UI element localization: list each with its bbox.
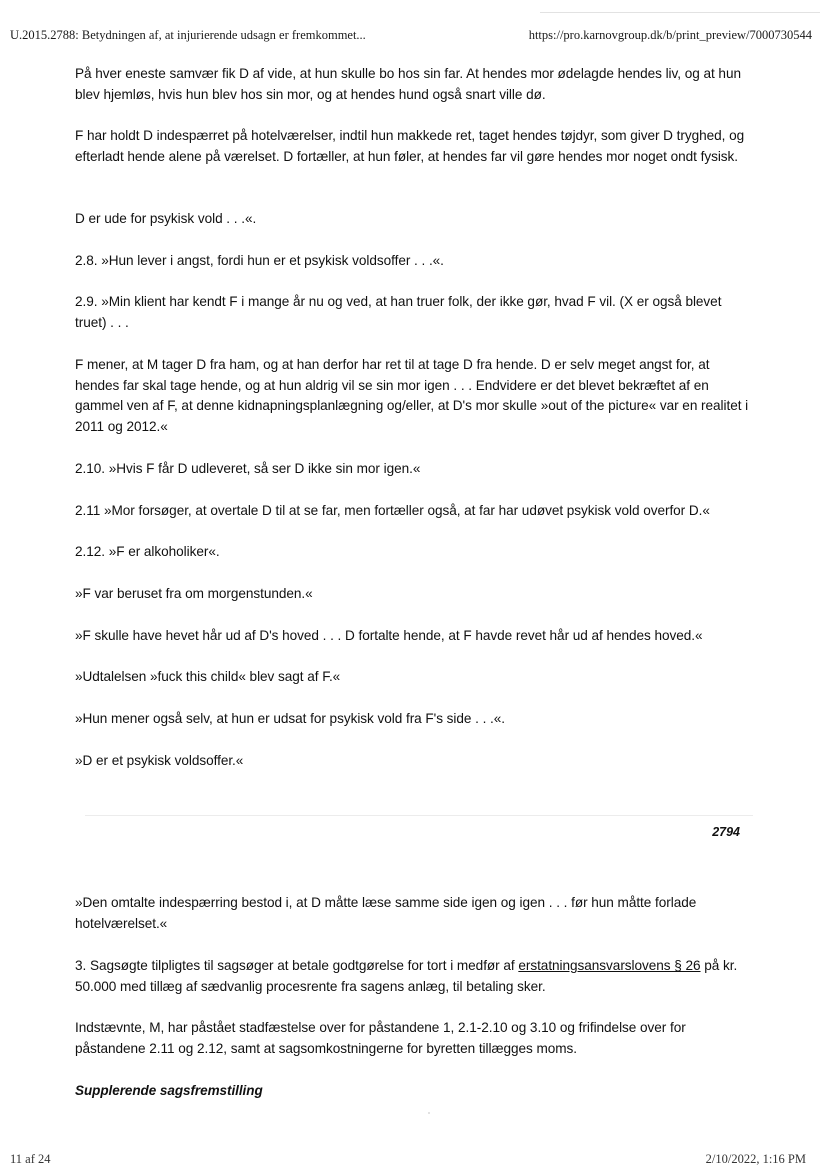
print-footer — [10, 1152, 810, 1169]
claim-3-text-end: på kr. 50.000 med tillæg af sædvanlig procesrente fra sagens anlæg, til betaling sker. — [75, 958, 738, 994]
section-heading: Supplerende sagsfremstilling — [75, 1083, 263, 1098]
page-break-divider — [85, 815, 753, 816]
claim-2-11: 2.11 »Mor forsøger, at overtale D til at se far, men fortæller også, at far har udøvet psykisk vold overfor D.« — [75, 503, 710, 518]
document-title: U.2015.2788: Betydningen af, at injurierende udsagn er fremkommet... — [10, 28, 366, 42]
claim-2-8: 2.8. »Hun lever i angst, fordi hun er et psykisk voldsoffer . . .«. — [75, 253, 444, 268]
quote-paragraph: »D er et psykisk voldsoffer.« — [75, 753, 244, 768]
print-header — [10, 28, 810, 48]
quote-paragraph: »F skulle have hevet hår ud af D's hoved . . . D fortalte hende, at F havde revet hår ud af hendes hoved.« — [75, 628, 703, 643]
quote-paragraph: »F var beruset fra om morgenstunden.« — [75, 586, 313, 601]
page-url: https://pro.karnovgroup.dk/b/print_preview/7000730544 — [528, 28, 812, 42]
claim-3 — [75, 956, 755, 997]
body-paragraph: På hver eneste samvær fik D af vide, at hun skulle bo hos sin far. At hendes mor ødelagde hendes liv, og at hun blev hjemløs, hvis hun blev hos sin mor, og at hendes hund også snart ville dø. — [75, 66, 741, 102]
body-paragraph: D er ude for psykisk vold . . .«. — [75, 211, 257, 226]
claim-2-9: 2.9. »Min klient har kendt F i mange år nu og ved, at han truer folk, der ikke gør, hvad F vil. (X er også blevet truet) . . . — [75, 294, 722, 330]
claim-2-12: 2.12. »F er alkoholiker«. — [75, 544, 220, 559]
print-timestamp: 2/10/2022, 1:16 PM — [705, 1152, 806, 1166]
body-paragraph: Indstævnte, M, har påstået stadfæstelse over for påstandene 1, 2.1-2.10 og 3.10 og frifindelse over for påstandene 2.11 og 2.12, samt at sagsomkostningerne for byretten tillægges moms. — [75, 1020, 686, 1056]
page-count: 11 af 24 — [10, 1152, 51, 1166]
claim-3-text: 3. Sagsøgte tilpligtes til sagsøger at betale godtgørelse for tort i medfør af — [75, 958, 519, 973]
page-number: 2794 — [712, 825, 740, 839]
top-rule — [540, 12, 820, 13]
claim-2-10: 2.10. »Hvis F får D udleveret, så ser D ikke sin mor igen.« — [75, 461, 421, 476]
body-paragraph: F har holdt D indespærret på hotelværelser, indtil hun makkede ret, taget hendes tøjdyr, som giver D tryghed, og efterladt hende alene på værelset. D fortæller, at hun føler, at hendes far vil gøre hendes mor noget ondt fysisk. — [75, 128, 745, 164]
quote-paragraph: »Den omtalte indespærring bestod i, at D måtte læse samme side igen og igen . . . før hun måtte forlade hotelværelset.« — [75, 895, 697, 931]
scan-speck — [428, 1112, 430, 1114]
quote-paragraph: »Hun mener også selv, at hun er udsat for psykisk vold fra F's side . . .«. — [75, 711, 506, 726]
body-paragraph: F mener, at M tager D fra ham, og at han derfor har ret til at tage D fra hende. D er selv meget angst for, at hendes far skal tage hende, og at hun aldrig vil se sin mor igen . . . Endvidere er det blevet bekræftet af en gammel ven af F, at denne kidnapningsplanlægning og/eller, at D's mor skulle »out of the picture« var en realitet i 2011 og 2012.« — [75, 357, 749, 434]
quote-paragraph: »Udtalelsen »fuck this child« blev sagt af F.« — [75, 669, 341, 684]
law-reference-link[interactable]: erstatningsansvarslovens § 26 — [518, 958, 701, 973]
